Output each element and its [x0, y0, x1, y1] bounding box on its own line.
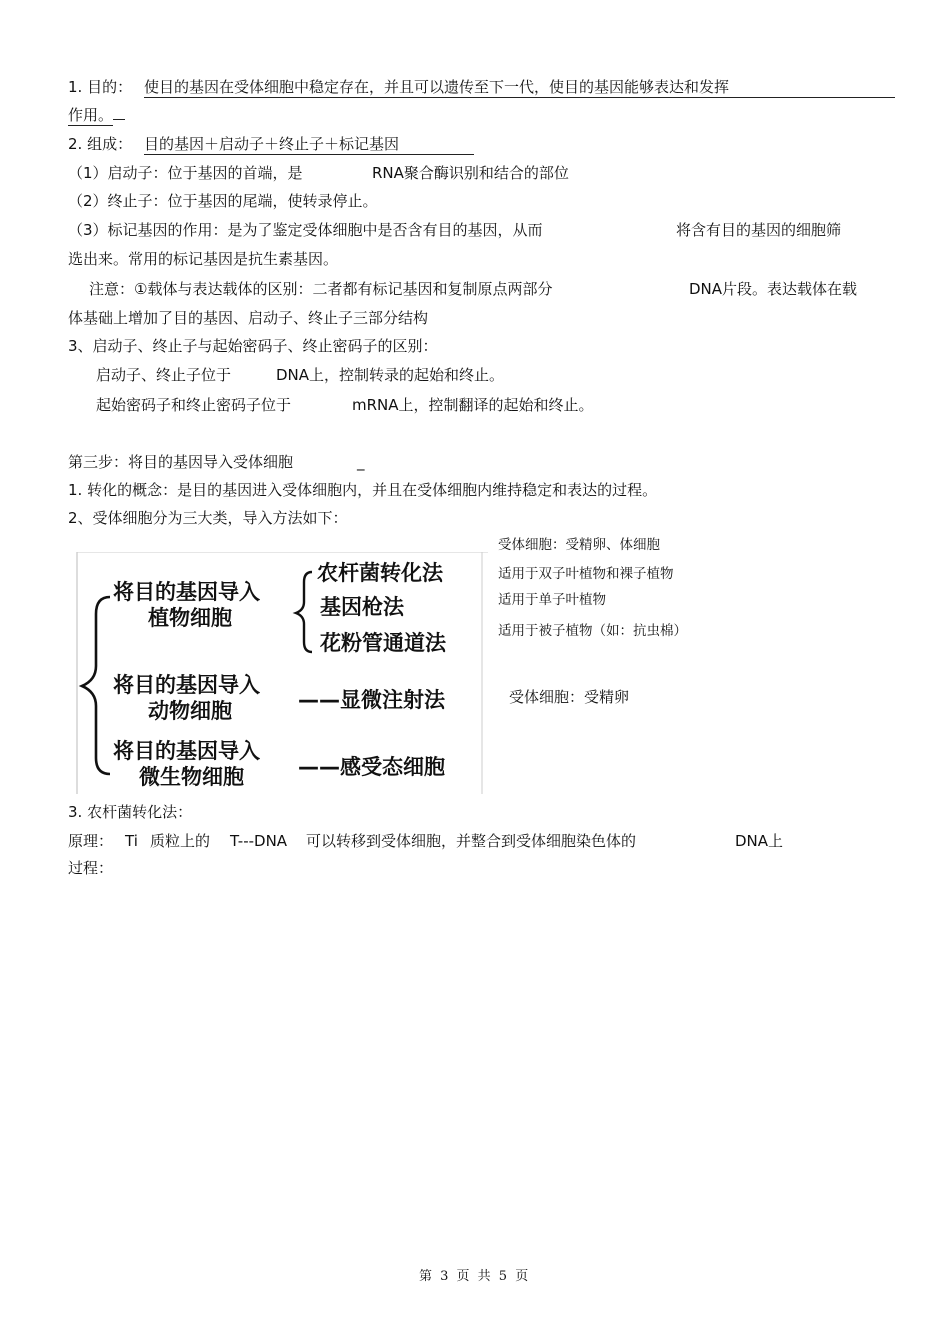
plant-label-line2: 植物细胞: [148, 606, 232, 630]
difference-1-b: DNA上，控制转录的起始和终止。: [276, 366, 505, 384]
difference-2-b: mRNA上，控制翻译的起始和终止。: [352, 396, 594, 414]
method-pollen-tube: 花粉管通道法: [320, 631, 446, 655]
marker-item-a: （3）标记基因的作用：是为了鉴定受体细胞中是否含有目的基因，从而: [68, 221, 543, 239]
agro-process-label: 过程：: [68, 859, 114, 877]
note-a: 注意：①载体与表达载体的区别：二者都有标记基因和复制原点两部分: [89, 280, 553, 298]
note-agrobacterium-scope: 适用于双子叶植物和裸子植物: [498, 566, 674, 582]
promoter-item-a: （1）启动子：位于基因的首端，是: [68, 164, 303, 182]
animal-label-line2: 动物细胞: [148, 699, 232, 723]
agro-principle-label: 原理：: [68, 832, 114, 850]
agro-principle-dna: DNA上: [735, 832, 784, 850]
method-diagram: [76, 552, 488, 794]
purpose-text-2: 作用。: [68, 106, 114, 124]
composition-label: 2. 组成：: [68, 135, 133, 153]
agro-principle-ti: Ti: [125, 832, 138, 850]
purpose-text-continued: [68, 105, 125, 126]
agro-principle-plasmid: 质粒上的: [150, 832, 211, 850]
plant-label-line1: 将目的基因导入: [113, 580, 260, 604]
page-number: 第 3 页 共 5 页: [419, 1269, 531, 1284]
step3-title-blank: _: [357, 453, 365, 471]
animal-label-line1: 将目的基因导入: [113, 673, 260, 697]
method-gene-gun: 基因枪法: [320, 595, 404, 619]
marker-item-c: 选出来。常用的标记基因是抗生素基因。: [68, 250, 339, 268]
microbe-label-line1: 将目的基因导入: [113, 739, 260, 763]
transformation-concept: 1. 转化的概念：是目的基因进入受体细胞内，并且在受体细胞内维持稳定和表达的过程。: [68, 481, 658, 499]
note-animal-recipient: 受体细胞：受精卵: [509, 688, 630, 706]
agro-principle-text: 可以转移到受体细胞，并整合到受体细胞染色体的: [306, 832, 637, 850]
composition-text: [144, 134, 474, 155]
note-c: 体基础上增加了目的基因、启动子、终止子三部分结构: [68, 309, 429, 327]
promoter-item-b: RNA聚合酶识别和结合的部位: [372, 164, 569, 182]
composition-text-underlined: 目的基因＋启动子＋终止子＋标记基因: [144, 135, 474, 155]
purpose-text: [144, 77, 895, 98]
main-brace: [82, 597, 110, 774]
note-gene-gun-scope: 适用于单子叶植物: [498, 592, 606, 608]
difference-1-a: 启动子、终止子位于: [96, 366, 232, 384]
method-competent-cell: ——感受态细胞: [298, 755, 445, 779]
note-plant-recipient: 受体细胞：受精卵、体细胞: [498, 537, 660, 553]
recipient-categories: 2、受体细胞分为三大类，导入方法如下：: [68, 509, 348, 527]
difference-2-a: 起始密码子和终止密码子位于: [96, 396, 292, 414]
agro-principle-tdna: T---DNA: [230, 832, 288, 850]
note-b: DNA片段。表达载体在载: [689, 280, 858, 298]
agro-title: 3. 农杆菌转化法：: [68, 803, 193, 821]
method-agrobacterium: 农杆菌转化法: [317, 561, 443, 585]
step3-title: 第三步：将目的基因导入受体细胞: [68, 453, 294, 471]
note-pollen-tube-scope: 适用于被子植物（如：抗虫棉）: [498, 623, 687, 639]
difference-title: 3、启动子、终止子与起始密码子、终止密码子的区别：: [68, 337, 438, 355]
terminator-item: （2）终止子：位于基因的尾端，使转录停止。: [68, 192, 378, 210]
purpose-text-underlined: 使目的基因在受体细胞中稳定存在，并且可以遗传至下一代，使目的基因能够表达和发挥: [144, 78, 895, 98]
plant-brace: [296, 572, 312, 652]
marker-item-b: 将含有目的基因的细胞筛: [676, 221, 842, 239]
microbe-label-line2: 微生物细胞: [139, 765, 244, 789]
method-microinjection: ——显微注射法: [298, 688, 445, 712]
purpose-label: 1. 目的：: [68, 78, 133, 96]
